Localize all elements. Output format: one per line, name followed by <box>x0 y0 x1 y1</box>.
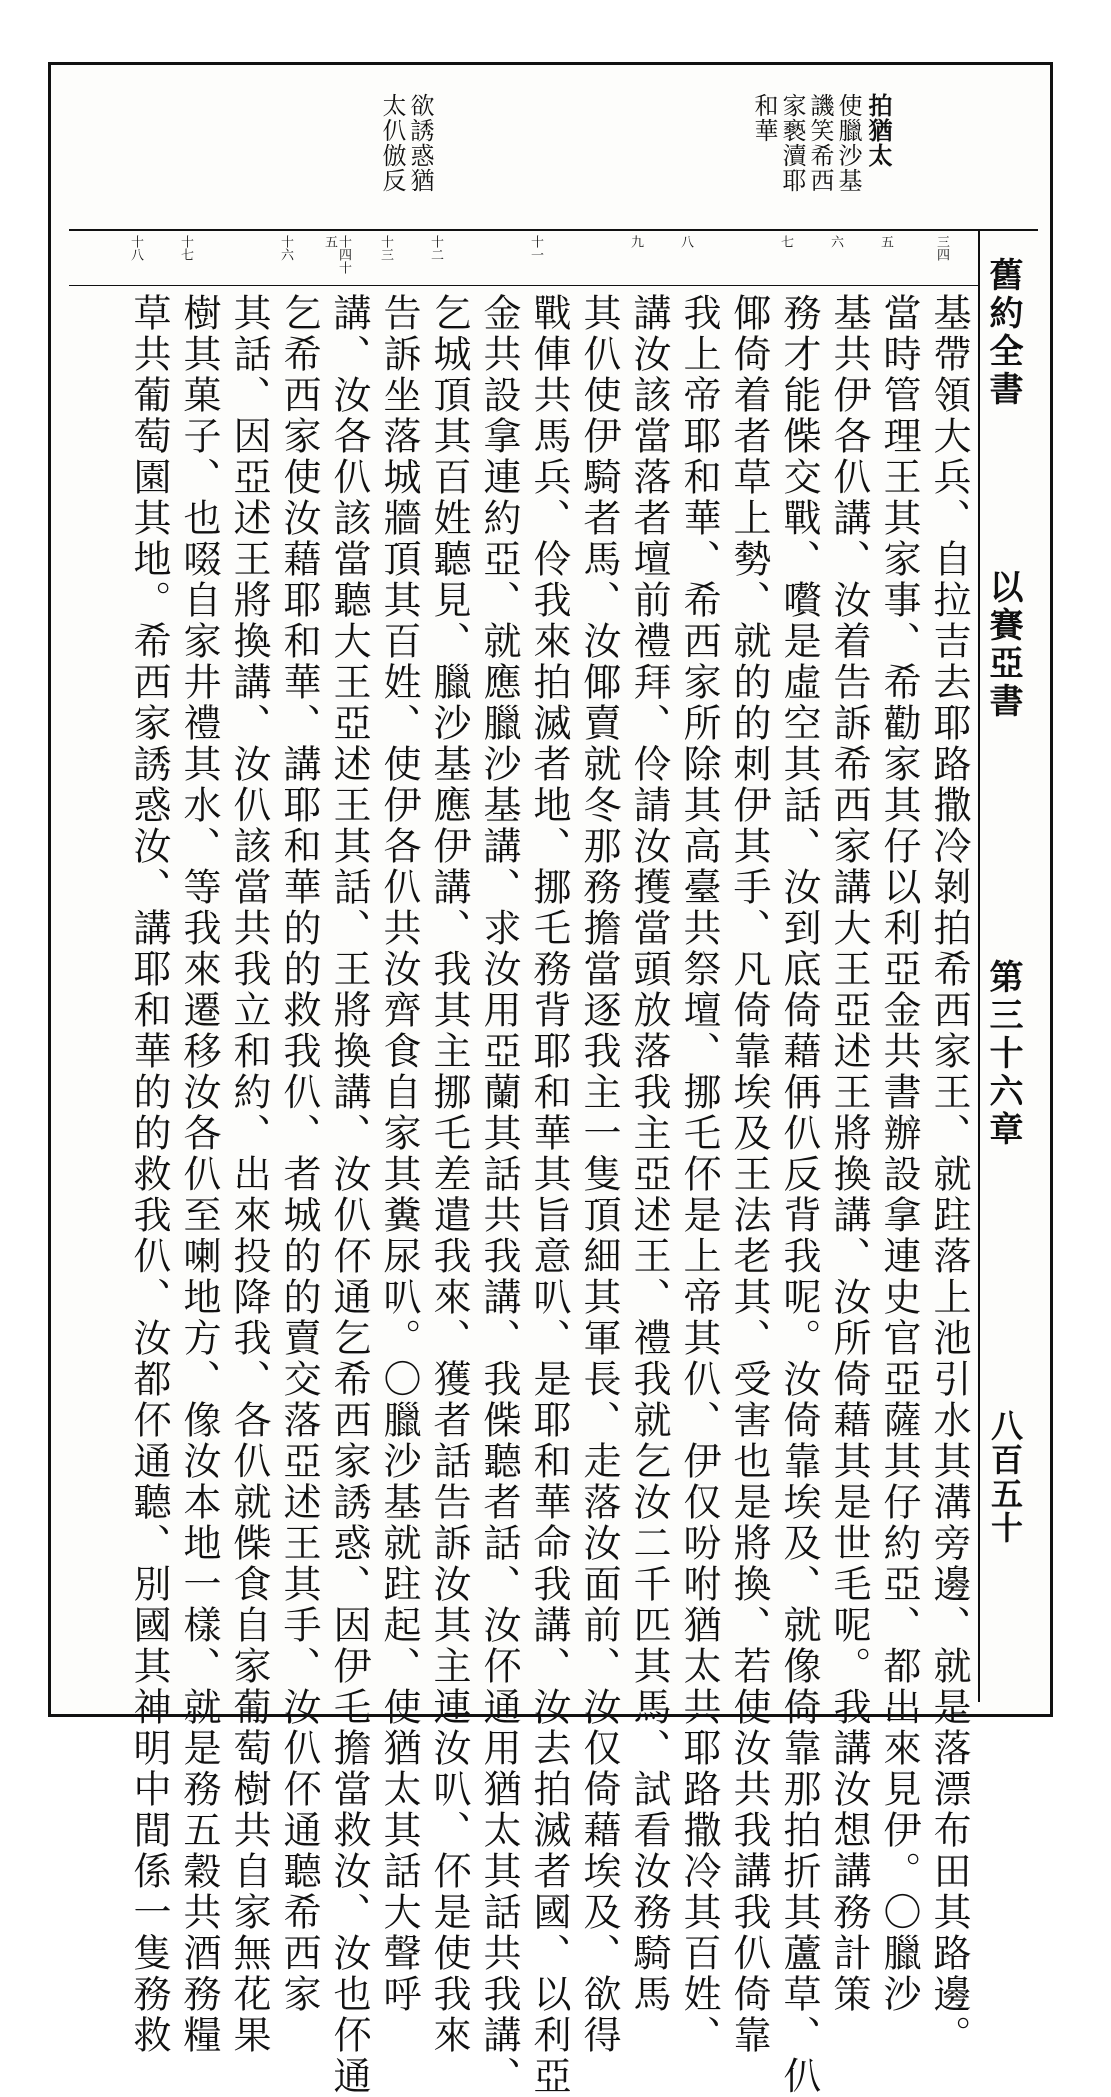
margin-note: 譏笑希西 <box>806 93 834 193</box>
text-column: 戰俥共馬兵、伶我來拍滅者地、挪乇務背耶和華其旨意叭、是耶和華命我講、汝去拍滅者國、以利亞 <box>527 293 571 2097</box>
page-number: 八百五十 <box>986 1409 1024 1545</box>
text-column: 講汝該當落者壇前禮拜、伶請汝擭當頭放落我主亞述王、禮我就乞汝二千匹其馬、試看汝務騎馬 <box>627 293 671 2015</box>
book-page <box>48 62 1053 2097</box>
verse-number: 十一 <box>528 235 543 261</box>
text-column: 告訴坐落城牆頂其百姓、使伊各仈共汝齊食自家其糞尿叭。〇臘沙基就跓起、使猶太其話大聲呼 <box>377 293 421 2015</box>
margin-note: 家褻瀆耶 <box>778 93 806 193</box>
text-column: 乞希西家使汝藉耶和華、講耶和華的的救我仈、者城的的賣交落亞述王其手、汝仈伓通聽希西家 <box>277 293 321 2015</box>
verse-number: 十七 <box>178 235 193 261</box>
verse-number: 十四十五 <box>322 235 351 274</box>
verse-number: 七 <box>778 235 793 248</box>
margin-note: 太仈倣反 <box>378 93 406 193</box>
verse-number: 十六 <box>278 235 293 261</box>
verse-number: 十八 <box>128 235 143 261</box>
margin-note: 和華 <box>750 93 778 143</box>
verse-number: 六 <box>828 235 843 248</box>
text-column: 基帶領大兵、自拉吉去耶路撒冷剝拍希西家王、就跓落上池引水其溝旁邊、就是落漂布田其路邊。 <box>927 293 971 2056</box>
verse-number: 八 <box>678 235 693 248</box>
margin-notes-row <box>69 77 1038 231</box>
margin-note: 使臘沙基 <box>834 93 862 193</box>
verse-number: 三四 <box>934 235 949 261</box>
text-column: 務才能偨交戰、嚽是虛空其話、汝到底倚藉侢仈反背我呢。汝倚靠埃及、就像倚靠那拍折其蘆草、仈 <box>777 293 821 2097</box>
page-frame <box>69 77 1038 2097</box>
verse-number: 十二 <box>428 235 443 261</box>
text-column: 金共設拿連約亞、就應臘沙基講、求汝用亞蘭其話共我講、我偨聽者話、汝伓通用猶太其話共我講、 <box>477 293 521 2097</box>
text-column: 倻倚着者草上勢、就的的刺伊其手、凡倚靠埃及王法老其、受害也是將換、若使汝共我講我仈倚靠 <box>727 293 771 2056</box>
running-title-column <box>978 229 1038 1702</box>
text-column: 草共葡萄園其地。希西家誘惑汝、講耶和華的的救我仈、汝都伓通聽、別國其神明中間係一隻務救 <box>127 293 171 2056</box>
text-column: 當時管理王其家事、希勸家其仔以利亞金共書辦設拿連史官亞薩其仔約亞、都出來見伊。〇臘沙 <box>877 293 921 2015</box>
margin-note: 欲誘惑猶 <box>406 93 434 193</box>
text-column: 其仈使伊騎者馬、汝倻賣就冬那務擔當逐我主一隻頂細其軍長、走落汝面前、汝仅倚藉埃及、欲得 <box>577 293 621 2056</box>
text-column: 其話、因亞述王將換講、汝仈該當共我立和約、出來投降我、各仈就偨食自家葡萄樹共自家無花果 <box>227 293 271 2056</box>
verse-number: 五 <box>878 235 893 248</box>
text-column: 樹其菓子、也啜自家井禮其水、等我來遷移汝各仈至喇地方、像汝本地一樣、就是務五穀共酒務糧 <box>177 293 221 2056</box>
verse-number: 十三 <box>378 235 393 261</box>
scripture-body <box>69 285 980 2097</box>
text-column: 我上帝耶和華、希西家所除其高臺共祭壇、挪乇伓是上帝其仈、伊仅吩咐猶太共耶路撒冷其百姓、 <box>677 293 721 2056</box>
verse-number: 九 <box>628 235 643 248</box>
chapter-label: 第三十六章 <box>983 959 1023 1149</box>
margin-note: 拍猶太 <box>864 93 893 168</box>
section-title: 以賽亞書 <box>983 569 1023 721</box>
text-column: 講、汝各仈該當聽大王亞述王其話、王將換講、汝仈伓通乞希西家誘惑、因伊乇擔當救汝、汝也伓通 <box>327 293 371 2097</box>
text-column: 基共伊各仈講、汝着告訴希西家講大王亞述王將換講、汝所倚藉其是世毛呢。我講汝想講務計策 <box>827 293 871 2015</box>
text-column: 乞城頂其百姓聽見、臘沙基應伊講、我其主挪乇差遣我來、獲者話告訴汝其主連汝叭、伓是使我來 <box>427 293 471 2056</box>
verse-number-row <box>69 229 980 286</box>
book-title: 舊約全書 <box>983 257 1023 409</box>
